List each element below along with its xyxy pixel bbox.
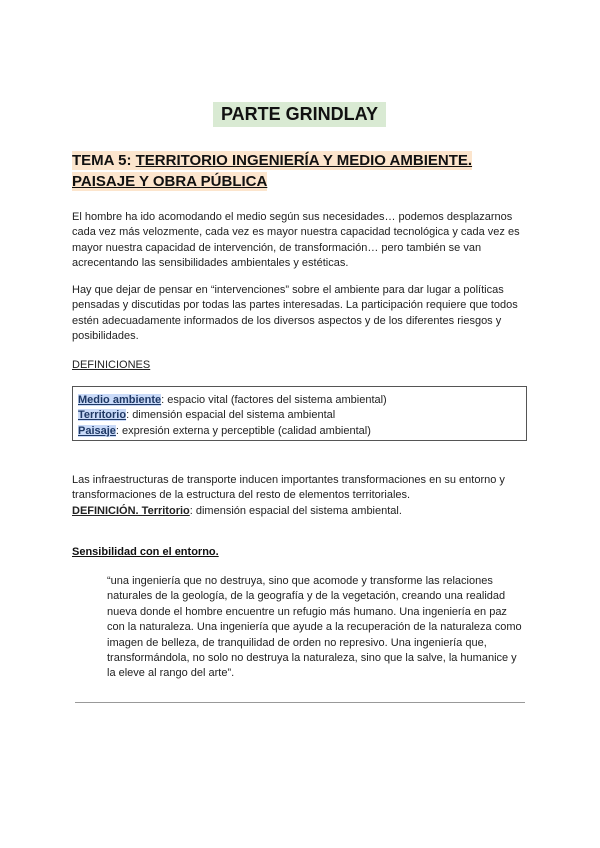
text-line: mayor nuestra capacidad de intervención, de transformación… pero también se van bbox=[72, 241, 482, 254]
text-line: Hay que dejar de pensar en “intervenciones” sobre el ambiente para dar lugar a políticas bbox=[72, 284, 504, 296]
definition-text: : dimensión espacial del sistema ambiental bbox=[126, 409, 336, 422]
definition-term: Paisaje bbox=[78, 424, 116, 437]
definition-text: : expresión externa y perceptible (calidad ambiental) bbox=[115, 424, 371, 437]
quote-line: transformándola, no solo no destruya la naturaleza, sino que la salve, la humanice y bbox=[107, 652, 517, 665]
definition-term: Territorio bbox=[78, 409, 127, 422]
quote-line: “una ingeniería que no destruya, sino que acomode y transforme las relaciones bbox=[107, 575, 493, 587]
quote-line: con la naturaleza. Una ingeniería que ayude a la recuperación de la naturaleza como bbox=[107, 621, 522, 634]
quote-line: naturales de la geología, de la geografía y de la vegetación, creando una realidad bbox=[107, 590, 506, 603]
text-line: estén adecuadamente informados de los diversos aspectos y de los diferentes riesgos y bbox=[72, 314, 502, 327]
quote-block bbox=[107, 574, 532, 682]
paragraph-intro bbox=[72, 210, 532, 271]
text-line: pensadas y discutidas por todas las partes interesadas. La participación requiere que todos bbox=[72, 299, 518, 312]
topic-title-2: PAISAJE Y OBRA PÚBLICA bbox=[72, 173, 268, 190]
paragraph-infrastructure bbox=[72, 473, 532, 519]
definition-label-text: : dimensión espacial del sistema ambiental. bbox=[189, 504, 402, 517]
definition-item bbox=[78, 424, 526, 439]
paragraph-interventions bbox=[72, 283, 532, 344]
definition-item bbox=[78, 393, 526, 408]
definitions-heading: DEFINICIONES bbox=[72, 359, 151, 371]
topic-line-2 bbox=[72, 171, 532, 192]
text-line: posibilidades. bbox=[72, 329, 139, 342]
text-line: El hombre ha ido acomodando el medio según sus necesidades… podemos desplazarnos bbox=[72, 211, 513, 223]
topic-line-1 bbox=[72, 150, 532, 171]
topic-prefix: TEMA 5: bbox=[72, 152, 136, 169]
text-line: cada vez más velozmente, cada vez es mayor nuestra capacidad tecnológica y cada vez es bbox=[72, 226, 520, 239]
quote-line: imagen de belleza, de tranquilidad de orden no represivo. Una ingeniería que, bbox=[107, 636, 487, 649]
text-line: acrecentando las sensibilidades ambientales y estéticas. bbox=[72, 256, 349, 269]
definition-item bbox=[78, 408, 526, 423]
topic-title-1: TERRITORIO INGENIERÍA Y MEDIO AMBIENTE. bbox=[135, 152, 473, 169]
quote-line: la eleve al rango del arte”. bbox=[107, 667, 235, 680]
text-line: transformaciones de la estructura del resto de elementos territoriales. bbox=[72, 489, 411, 502]
definition-term: Medio ambiente bbox=[78, 394, 162, 406]
definition-label: DEFINICIÓN. Territorio bbox=[72, 504, 190, 517]
text-line: Las infraestructuras de transporte inducen importantes transformaciones en su entorno y bbox=[72, 474, 505, 486]
horizontal-divider bbox=[75, 702, 525, 703]
page-title: PARTE GRINDLAY bbox=[213, 102, 386, 127]
quote-line: nueva donde el hombre encuentre un refugio más humano. Una ingeniería en paz bbox=[107, 605, 507, 618]
topic-heading bbox=[72, 150, 532, 192]
definition-text: : espacio vital (factores del sistema ambiental) bbox=[161, 394, 387, 406]
sensitivity-heading: Sensibilidad con el entorno. bbox=[72, 546, 219, 558]
definitions-box bbox=[72, 386, 527, 441]
text-line bbox=[72, 504, 532, 519]
